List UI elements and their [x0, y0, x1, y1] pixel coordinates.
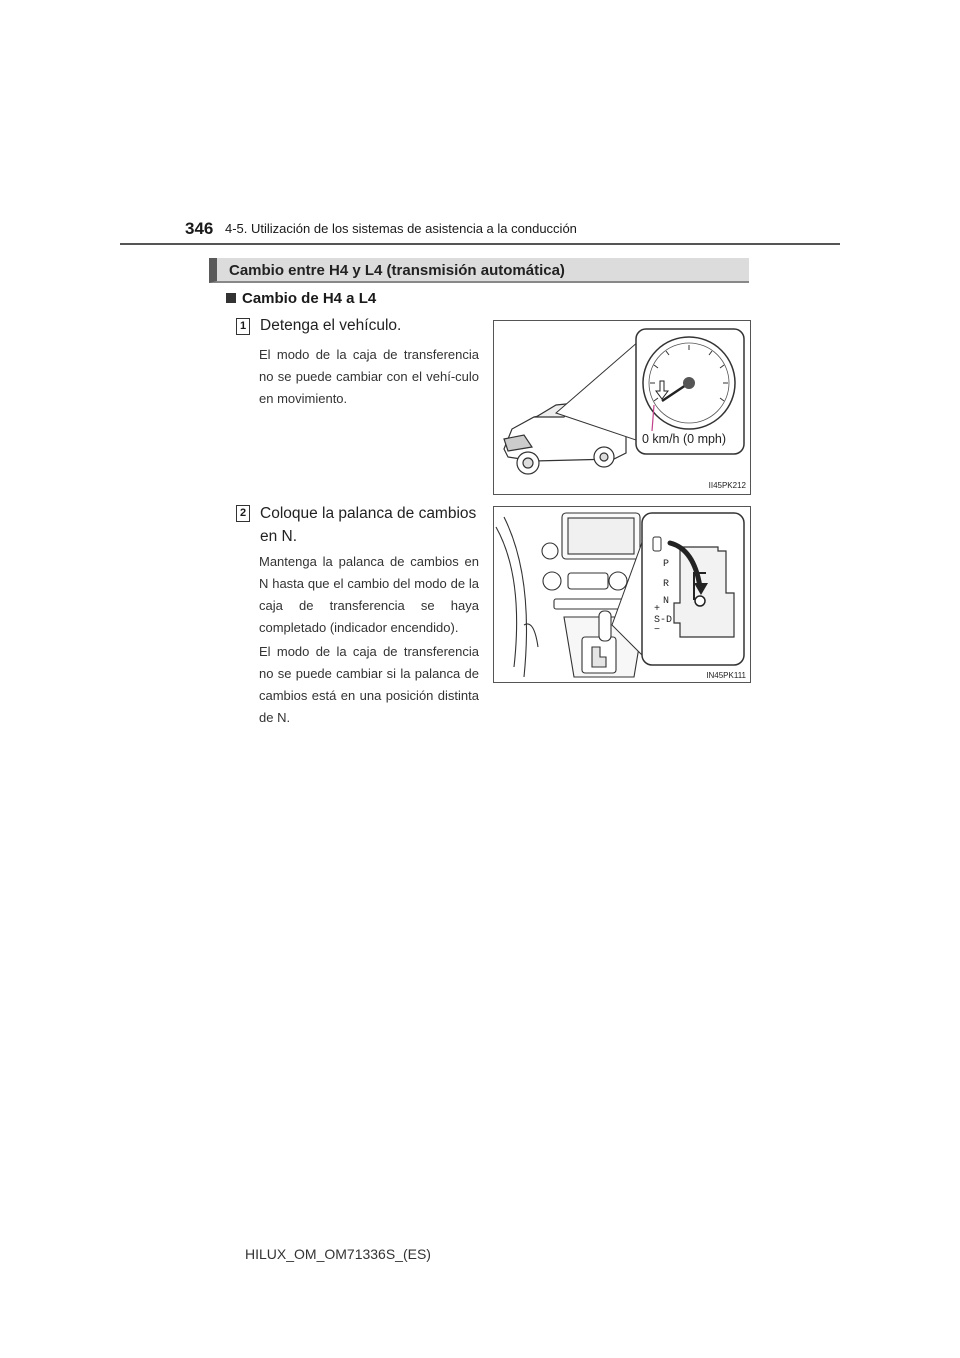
- vehicle-speedometer-illustration: [494, 321, 750, 494]
- gear-label-p: P: [663, 559, 670, 570]
- speed-label: 0 km/h (0 mph): [642, 432, 727, 446]
- step-number-badge: 2: [236, 505, 250, 522]
- gear-label-plus: +: [654, 604, 661, 615]
- step-description: El modo de la caja de transferencia no se puede cambiar con el vehí-culo en movimiento.: [259, 347, 479, 406]
- gear-label-n: N: [663, 596, 670, 607]
- square-bullet-icon: [226, 293, 236, 303]
- figure-code: IN45PK111: [706, 671, 746, 680]
- figure-shift-lever: [493, 506, 751, 683]
- step-description: El modo de la caja de transferencia no se puede cambiar si la palanca de cambios está en una posición distinta de N.: [259, 644, 479, 725]
- figure-code: II45PK212: [708, 481, 746, 490]
- header-divider: [120, 243, 840, 245]
- figure-stopped-vehicle: [493, 320, 751, 495]
- gear-label-minus: −: [654, 625, 661, 636]
- sub-heading-text: Cambio de H4 a L4: [242, 290, 377, 307]
- step-number-badge: 1: [236, 318, 250, 335]
- step-description: Mantenga la palanca de cambios en N hasta que el cambio del modo de la caja de transferencia se haya completado (indicador encendido).: [259, 554, 479, 635]
- step-title: Coloque la palanca de cambios en N.: [260, 505, 477, 545]
- page-number: 346: [185, 219, 214, 238]
- document-code: HILUX_OM_OM71336S_(ES): [245, 1246, 431, 1262]
- step-title: Detenga el vehículo.: [260, 317, 402, 334]
- gear-label-r: R: [663, 579, 670, 590]
- sub-heading: [226, 290, 376, 307]
- chapter-header: 4-5. Utilización de los sistemas de asistencia a la conducción: [225, 221, 577, 236]
- shift-lever-illustration: [494, 507, 750, 682]
- section-title-bar: [209, 258, 749, 283]
- gear-label-sd: S-D: [654, 615, 673, 626]
- section-title: Cambio entre H4 y L4 (transmisión automática): [229, 262, 565, 279]
